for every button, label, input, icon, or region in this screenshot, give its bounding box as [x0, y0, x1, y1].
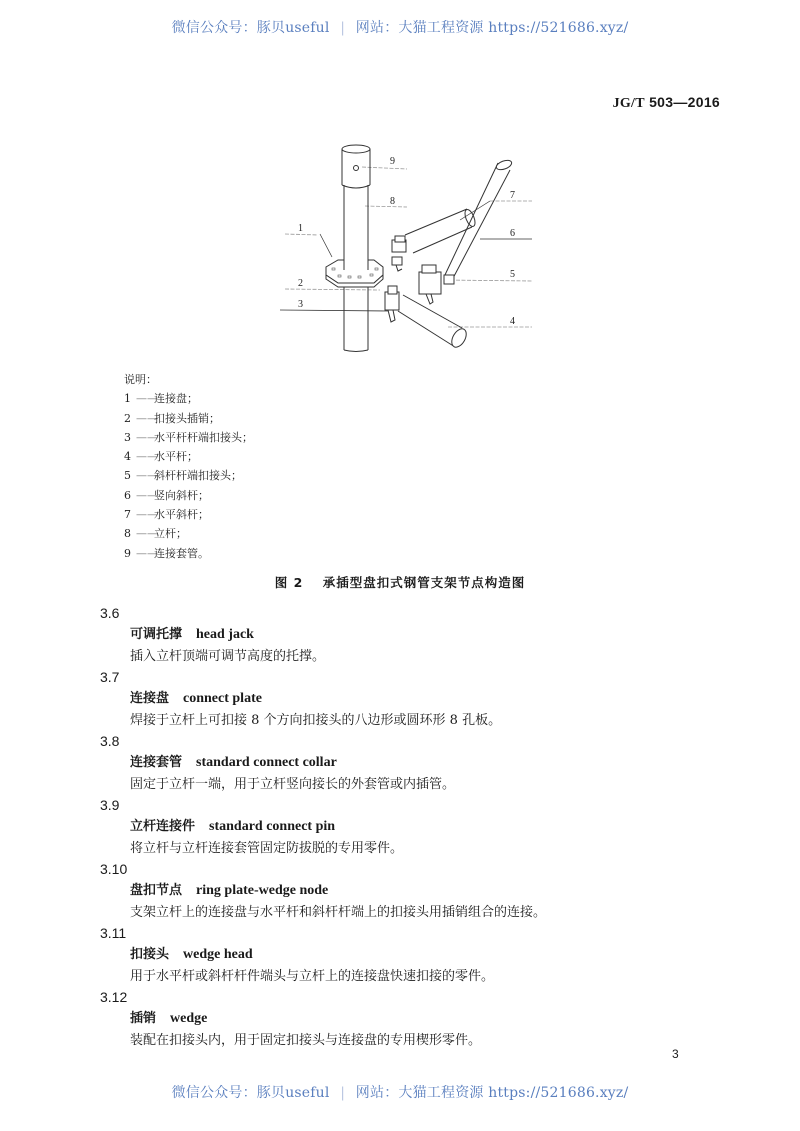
term-number: 3.9 [100, 797, 120, 813]
term-number: 3.7 [100, 669, 120, 685]
term-title: 扣接头 wedge head [130, 947, 253, 962]
legend-item: 3 —— 水平杆杆端扣接头； [124, 430, 253, 444]
figure-number: 图 2 [274, 575, 304, 590]
terms-section [100, 603, 720, 1051]
legend-item: 1 —— 连接盘； [124, 392, 198, 406]
watermark-wechat: 微信公众号：豚贝useful [171, 20, 330, 36]
watermark-website: 网站：大猫工程资源 https://521686.xyz/ [355, 1085, 629, 1101]
callout-6: 6 [510, 228, 515, 239]
callout-3: 3 [298, 299, 303, 310]
callout-7: 7 [510, 190, 515, 201]
term-number: 3.11 [100, 925, 127, 941]
callout-1: 1 [298, 223, 303, 234]
standard-code-number: 503—2016 [649, 94, 720, 110]
page-number: 3 [672, 1047, 679, 1061]
legend-item: 6 —— 竖向斜杆； [124, 488, 209, 502]
legend-item: 8 —— 立杆； [124, 527, 187, 541]
callout-5: 5 [510, 269, 515, 280]
term-entry [100, 667, 720, 731]
watermark-separator: | [340, 20, 346, 36]
term-definition: 固定于立杆一端，用于立杆竖向接长的外套管或内插管。 [130, 777, 456, 792]
term-title: 插销 wedge [130, 1011, 208, 1026]
watermark-wechat: 微信公众号：豚贝useful [171, 1085, 330, 1101]
legend-item: 9 —— 连接套管。 [124, 546, 209, 560]
term-definition: 用于水平杆或斜杆杆件端头与立杆上的连接盘快速扣接的零件。 [130, 969, 495, 984]
figure-caption [0, 573, 800, 591]
term-entry [100, 731, 720, 795]
term-entry [100, 795, 720, 859]
legend-title: 说明： [124, 373, 157, 386]
callout-9: 9 [390, 156, 395, 167]
figure-legend [124, 370, 253, 563]
callout-8: 8 [390, 196, 395, 207]
term-number: 3.6 [100, 605, 120, 621]
term-definition: 将立杆与立杆连接套管固定防拔脱的专用零件。 [130, 841, 404, 856]
term-title: 盘扣节点 ring plate-wedge node [130, 883, 329, 898]
watermark-bottom [0, 1082, 800, 1102]
term-definition: 焊接于立杆上可扣接 8 个方向扣接头的八边形或圆环形 8 孔板。 [130, 713, 502, 728]
term-title: 可调托撑 head jack [130, 627, 254, 642]
node-structure-figure [270, 135, 550, 365]
legend-item: 2 —— 扣接头插销； [124, 411, 220, 425]
term-entry [100, 987, 720, 1051]
legend-item: 7 —— 水平斜杆； [124, 508, 209, 522]
term-entry [100, 923, 720, 987]
figure-title: 承插型盘扣式钢管支架节点构造图 [322, 575, 526, 590]
term-definition: 支架立杆上的连接盘与水平杆和斜杆杆端上的扣接头用插销组合的连接。 [130, 905, 547, 920]
watermark-top [0, 17, 800, 37]
term-definition: 装配在扣接头内，用于固定扣接头与连接盘的专用楔形零件。 [130, 1033, 482, 1048]
scaffold-node-diagram [270, 135, 550, 365]
term-entry [100, 859, 720, 923]
term-number: 3.8 [100, 733, 120, 749]
term-title: 立杆连接件 standard connect pin [130, 819, 336, 834]
watermark-website: 网站：大猫工程资源 https://521686.xyz/ [355, 20, 629, 36]
term-number: 3.12 [100, 989, 128, 1005]
legend-item: 4 —— 水平杆； [124, 450, 198, 464]
term-title: 连接套管 standard connect collar [130, 755, 337, 770]
standard-code [613, 94, 720, 112]
legend-item: 5 —— 斜杆杆端扣接头； [124, 469, 242, 483]
watermark-separator: | [340, 1085, 346, 1101]
callout-4: 4 [510, 316, 515, 327]
term-title: 连接盘 connect plate [130, 691, 262, 706]
term-definition: 插入立杆顶端可调节高度的托撑。 [130, 649, 326, 664]
callout-2: 2 [298, 278, 303, 289]
term-number: 3.10 [100, 861, 128, 877]
standard-code-prefix: JG/T [612, 96, 645, 111]
term-entry [100, 603, 720, 667]
